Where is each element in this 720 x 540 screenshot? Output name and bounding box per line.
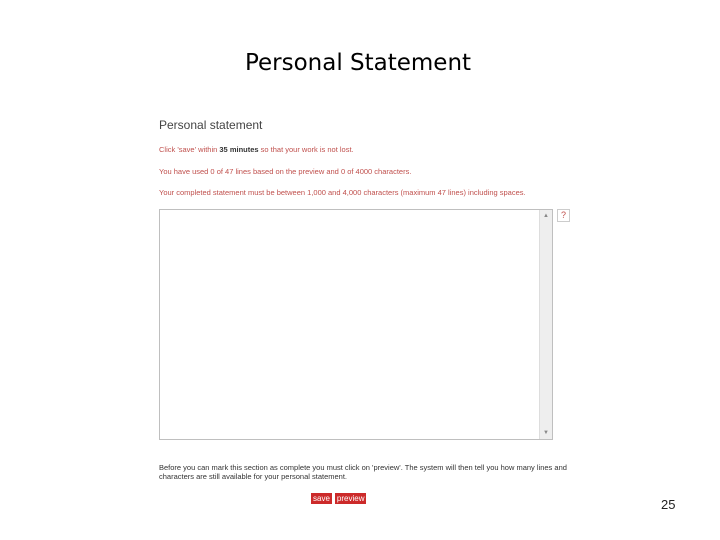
preview-button[interactable]: preview (336, 494, 365, 503)
save-notice (159, 145, 589, 154)
statement-scrollbar[interactable] (539, 210, 552, 439)
page-number: 25 (661, 497, 676, 512)
help-button[interactable]: ? (557, 209, 570, 222)
action-buttons (311, 493, 369, 511)
personal-statement-panel (159, 117, 599, 503)
length-rule-notice: Your completed statement must be between 1,000 and 4,000 characters (maximum 47 lines) including spaces. (159, 188, 526, 197)
save-button[interactable]: save (313, 494, 330, 503)
panel-heading: Personal statement (159, 118, 263, 132)
usage-notice: You have used 0 of 47 lines based on the preview and 0 of 4000 characters. (159, 167, 412, 176)
save-notice-prefix: Click 'save' within (159, 145, 220, 154)
statement-field-container (159, 209, 553, 440)
scroll-down-icon[interactable]: ▼ (543, 430, 549, 436)
save-notice-time: 35 minutes (219, 145, 259, 154)
statement-textarea[interactable] (160, 210, 540, 439)
save-notice-suffix: so that your work is not lost. (258, 145, 354, 154)
scroll-up-icon[interactable]: ▲ (543, 213, 549, 219)
slide-title: Personal Statement (244, 50, 472, 76)
preview-instructions: Before you can mark this section as complete you must click on 'preview'. The system will then tell you how many lines and characters are still available for your personal statement. (159, 463, 567, 481)
